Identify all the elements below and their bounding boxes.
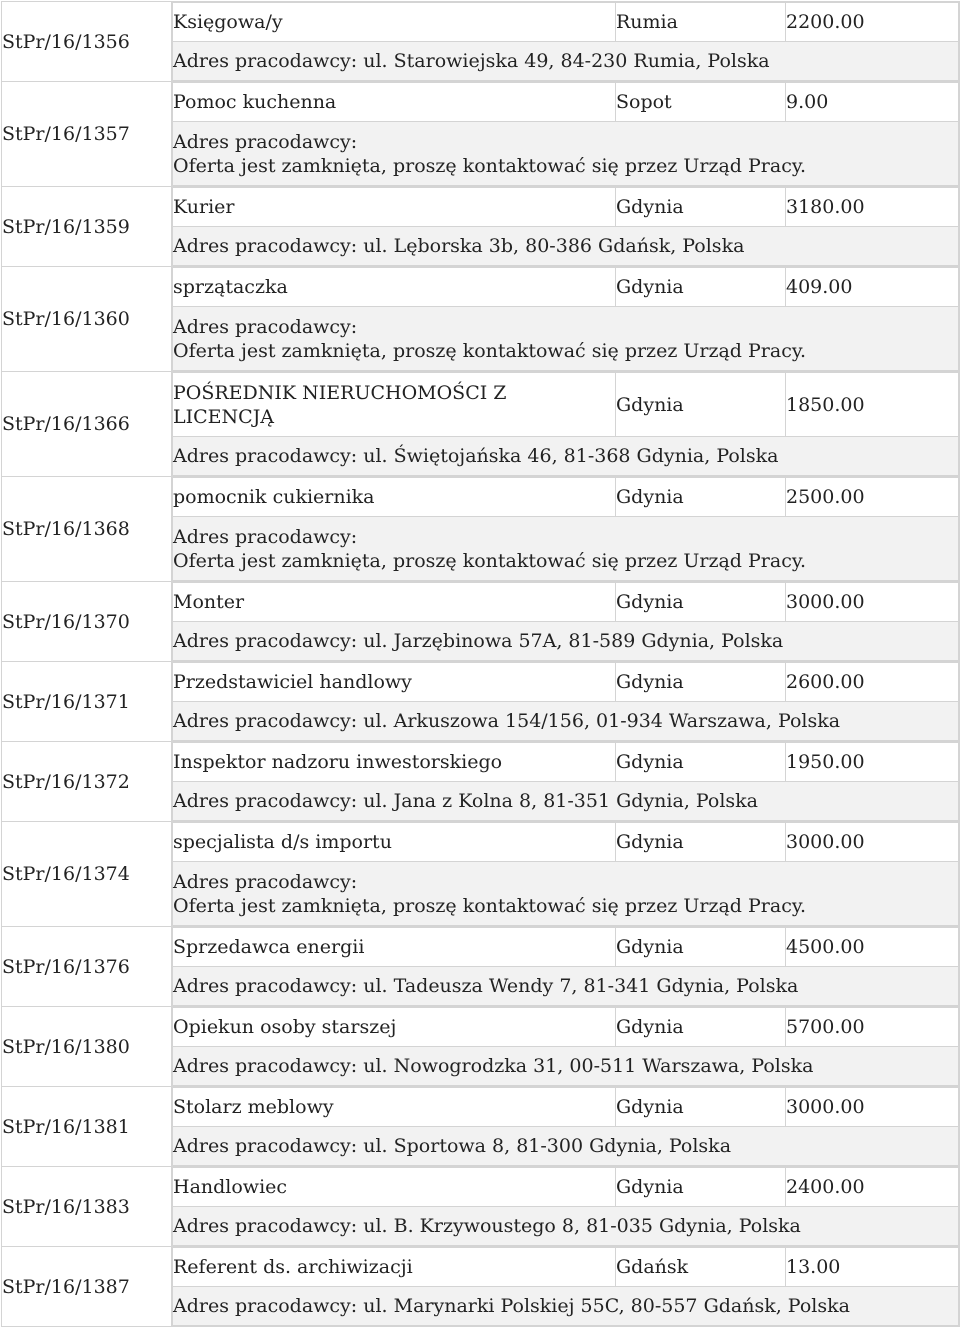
employer-address-row <box>173 122 959 186</box>
employer-address-value: ul. Jarzębinowa 57A, 81-589 Gdynia, Polska <box>363 630 784 652</box>
job-salary: 3000.00 <box>786 583 959 622</box>
job-title: pomocnik cukiernika <box>173 478 616 517</box>
offer-row <box>2 1087 960 1167</box>
employer-address <box>173 42 959 81</box>
job-city: Gdynia <box>616 373 786 437</box>
offer-summary-row <box>173 478 959 517</box>
employer-address-label: Adres pracodawcy: <box>173 50 358 72</box>
job-offers-body <box>2 2 960 1327</box>
job-title: specjalista d/s importu <box>173 823 616 862</box>
offer-summary-row <box>173 928 959 967</box>
offer-row <box>2 82 960 187</box>
employer-address-row <box>173 702 959 741</box>
offer-closed-notice: Oferta jest zamknięta, proszę kontaktować się przez Urząd Pracy. <box>173 894 807 917</box>
employer-address-value: ul. Świętojańska 46, 81-368 Gdynia, Polska <box>363 445 779 467</box>
offer-summary-row <box>173 188 959 227</box>
offer-row <box>2 187 960 267</box>
offer-code: StPr/16/1359 <box>2 187 172 267</box>
offer-details-table <box>172 662 959 741</box>
offer-row <box>2 1007 960 1087</box>
employer-address-row <box>173 227 959 266</box>
offer-closed-notice: Oferta jest zamknięta, proszę kontaktować się przez Urząd Pracy. <box>173 549 807 572</box>
job-salary: 2400.00 <box>786 1168 959 1207</box>
offer-details-table <box>172 372 959 476</box>
job-salary: 3000.00 <box>786 1088 959 1127</box>
job-city: Rumia <box>616 3 786 42</box>
offer-details <box>172 187 960 267</box>
employer-address <box>173 1287 959 1326</box>
employer-address-label: Adres pracodawcy: <box>173 870 358 893</box>
offer-code: StPr/16/1383 <box>2 1167 172 1247</box>
employer-address <box>173 307 959 371</box>
offer-code: StPr/16/1360 <box>2 267 172 372</box>
offer-row <box>2 372 960 477</box>
employer-address-label: Adres pracodawcy: <box>173 1295 358 1317</box>
offer-row <box>2 477 960 582</box>
offer-summary-row <box>173 3 959 42</box>
job-salary: 2600.00 <box>786 663 959 702</box>
employer-address-row <box>173 1047 959 1086</box>
job-salary: 2500.00 <box>786 478 959 517</box>
offer-details <box>172 372 960 477</box>
offer-row <box>2 1167 960 1247</box>
job-city: Gdynia <box>616 663 786 702</box>
employer-address-label: Adres pracodawcy: <box>173 130 358 153</box>
job-salary: 1850.00 <box>786 373 959 437</box>
employer-address-row <box>173 862 959 926</box>
offer-details <box>172 742 960 822</box>
job-salary: 3180.00 <box>786 188 959 227</box>
offer-details <box>172 582 960 662</box>
job-salary: 1950.00 <box>786 743 959 782</box>
offer-details-table <box>172 1087 959 1166</box>
job-salary: 4500.00 <box>786 928 959 967</box>
offer-summary-row <box>173 823 959 862</box>
employer-address-row <box>173 1207 959 1246</box>
employer-address <box>173 967 959 1006</box>
offer-details <box>172 2 960 82</box>
employer-address-value: ul. Lęborska 3b, 80-386 Gdańsk, Polska <box>363 235 745 257</box>
employer-address-label: Adres pracodawcy: <box>173 790 358 812</box>
offer-summary-row <box>173 83 959 122</box>
offer-summary-row <box>173 1088 959 1127</box>
job-city: Gdynia <box>616 928 786 967</box>
employer-address-row <box>173 437 959 476</box>
offer-details-table <box>172 742 959 821</box>
employer-address-row <box>173 1287 959 1326</box>
job-salary: 13.00 <box>786 1248 959 1287</box>
job-city: Gdańsk <box>616 1248 786 1287</box>
offer-closed-notice: Oferta jest zamknięta, proszę kontaktować się przez Urząd Pracy. <box>173 339 807 362</box>
employer-address-label: Adres pracodawcy: <box>173 630 358 652</box>
offer-details-table <box>172 927 959 1006</box>
employer-address-value: ul. Arkuszowa 154/156, 01-934 Warszawa, Polska <box>363 710 841 732</box>
job-title: Sprzedawca energii <box>173 928 616 967</box>
job-city: Gdynia <box>616 1088 786 1127</box>
employer-address <box>173 622 959 661</box>
employer-address <box>173 517 959 581</box>
job-title: Opiekun osoby starszej <box>173 1008 616 1047</box>
job-offers-table <box>1 1 960 1327</box>
offer-details <box>172 1007 960 1087</box>
employer-address-row <box>173 782 959 821</box>
offer-summary-row <box>173 1248 959 1287</box>
job-title: Przedstawiciel handlowy <box>173 663 616 702</box>
employer-address-row <box>173 42 959 81</box>
offer-row <box>2 582 960 662</box>
job-title: Referent ds. archiwizacji <box>173 1248 616 1287</box>
offer-code: StPr/16/1387 <box>2 1247 172 1327</box>
offer-row <box>2 822 960 927</box>
job-salary: 409.00 <box>786 268 959 307</box>
offer-summary-row <box>173 268 959 307</box>
offer-summary-row <box>173 1168 959 1207</box>
employer-address <box>173 1207 959 1246</box>
job-city: Gdynia <box>616 823 786 862</box>
employer-address-label: Adres pracodawcy: <box>173 445 358 467</box>
offer-details <box>172 267 960 372</box>
offer-summary-row <box>173 663 959 702</box>
offer-details <box>172 1167 960 1247</box>
offer-row <box>2 267 960 372</box>
job-title: Pomoc kuchenna <box>173 83 616 122</box>
employer-address-value: ul. Marynarki Polskiej 55C, 80-557 Gdańsk, Polska <box>363 1295 850 1317</box>
employer-address <box>173 227 959 266</box>
offer-details-table <box>172 82 959 186</box>
job-title: POŚREDNIK NIERUCHOMOŚCI Z LICENCJĄ <box>173 373 616 437</box>
offer-details-table <box>172 477 959 581</box>
employer-address-row <box>173 622 959 661</box>
offer-code: StPr/16/1357 <box>2 82 172 187</box>
offer-row <box>2 2 960 82</box>
employer-address-value: ul. Sportowa 8, 81-300 Gdynia, Polska <box>363 1135 732 1157</box>
employer-address-row <box>173 517 959 581</box>
offer-details-table <box>172 582 959 661</box>
employer-address-label: Adres pracodawcy: <box>173 1055 358 1077</box>
job-title: Kurier <box>173 188 616 227</box>
offer-row <box>2 1247 960 1327</box>
job-title: sprzątaczka <box>173 268 616 307</box>
offer-code: StPr/16/1368 <box>2 477 172 582</box>
job-city: Gdynia <box>616 478 786 517</box>
employer-address <box>173 1047 959 1086</box>
offer-details-table <box>172 267 959 371</box>
employer-address <box>173 862 959 926</box>
offer-details <box>172 927 960 1007</box>
job-city: Sopot <box>616 83 786 122</box>
offer-code: StPr/16/1371 <box>2 662 172 742</box>
employer-address <box>173 702 959 741</box>
offer-details-table <box>172 1007 959 1086</box>
job-city: Gdynia <box>616 743 786 782</box>
job-salary: 9.00 <box>786 83 959 122</box>
offer-closed-notice: Oferta jest zamknięta, proszę kontaktować się przez Urząd Pracy. <box>173 154 807 177</box>
employer-address <box>173 122 959 186</box>
job-salary: 2200.00 <box>786 3 959 42</box>
offer-details-table <box>172 2 959 81</box>
employer-address-label: Adres pracodawcy: <box>173 235 358 257</box>
employer-address-value: ul. Tadeusza Wendy 7, 81-341 Gdynia, Polska <box>363 975 799 997</box>
job-title: Stolarz meblowy <box>173 1088 616 1127</box>
offer-code: StPr/16/1374 <box>2 822 172 927</box>
offer-code: StPr/16/1366 <box>2 372 172 477</box>
offer-code: StPr/16/1381 <box>2 1087 172 1167</box>
employer-address-label: Adres pracodawcy: <box>173 975 358 997</box>
offer-code: StPr/16/1372 <box>2 742 172 822</box>
employer-address <box>173 1127 959 1166</box>
employer-address-label: Adres pracodawcy: <box>173 315 358 338</box>
offer-summary-row <box>173 583 959 622</box>
offer-details <box>172 82 960 187</box>
job-title: Inspektor nadzoru inwestorskiego <box>173 743 616 782</box>
offer-details <box>172 1247 960 1327</box>
offer-details <box>172 662 960 742</box>
employer-address-label: Adres pracodawcy: <box>173 710 358 732</box>
offer-details-table <box>172 1247 959 1326</box>
employer-address-value: ul. Nowogrodzka 31, 00-511 Warszawa, Polska <box>363 1055 814 1077</box>
offer-code: StPr/16/1370 <box>2 582 172 662</box>
offer-summary-row <box>173 1008 959 1047</box>
employer-address-value: ul. Jana z Kolna 8, 81-351 Gdynia, Polska <box>363 790 759 812</box>
job-city: Gdynia <box>616 1008 786 1047</box>
job-title: Księgowa/y <box>173 3 616 42</box>
employer-address <box>173 437 959 476</box>
offer-details-table <box>172 187 959 266</box>
job-city: Gdynia <box>616 268 786 307</box>
offer-details <box>172 822 960 927</box>
offer-code: StPr/16/1380 <box>2 1007 172 1087</box>
offer-code: StPr/16/1356 <box>2 2 172 82</box>
offer-row <box>2 742 960 822</box>
job-city: Gdynia <box>616 583 786 622</box>
employer-address-label: Adres pracodawcy: <box>173 525 358 548</box>
job-city: Gdynia <box>616 1168 786 1207</box>
employer-address <box>173 782 959 821</box>
employer-address-value: ul. Starowiejska 49, 84-230 Rumia, Polska <box>363 50 770 72</box>
offer-details-table <box>172 1167 959 1246</box>
employer-address-value: ul. B. Krzywoustego 8, 81-035 Gdynia, Polska <box>363 1215 801 1237</box>
job-salary: 3000.00 <box>786 823 959 862</box>
employer-address-row <box>173 1127 959 1166</box>
employer-address-label: Adres pracodawcy: <box>173 1215 358 1237</box>
offer-details <box>172 1087 960 1167</box>
offer-details <box>172 477 960 582</box>
job-city: Gdynia <box>616 188 786 227</box>
offer-summary-row <box>173 743 959 782</box>
job-title: Monter <box>173 583 616 622</box>
employer-address-row <box>173 307 959 371</box>
employer-address-label: Adres pracodawcy: <box>173 1135 358 1157</box>
job-salary: 5700.00 <box>786 1008 959 1047</box>
employer-address-row <box>173 967 959 1006</box>
offer-code: StPr/16/1376 <box>2 927 172 1007</box>
job-title: Handlowiec <box>173 1168 616 1207</box>
offer-row <box>2 927 960 1007</box>
offer-details-table <box>172 822 959 926</box>
offer-summary-row <box>173 373 959 437</box>
offer-row <box>2 662 960 742</box>
